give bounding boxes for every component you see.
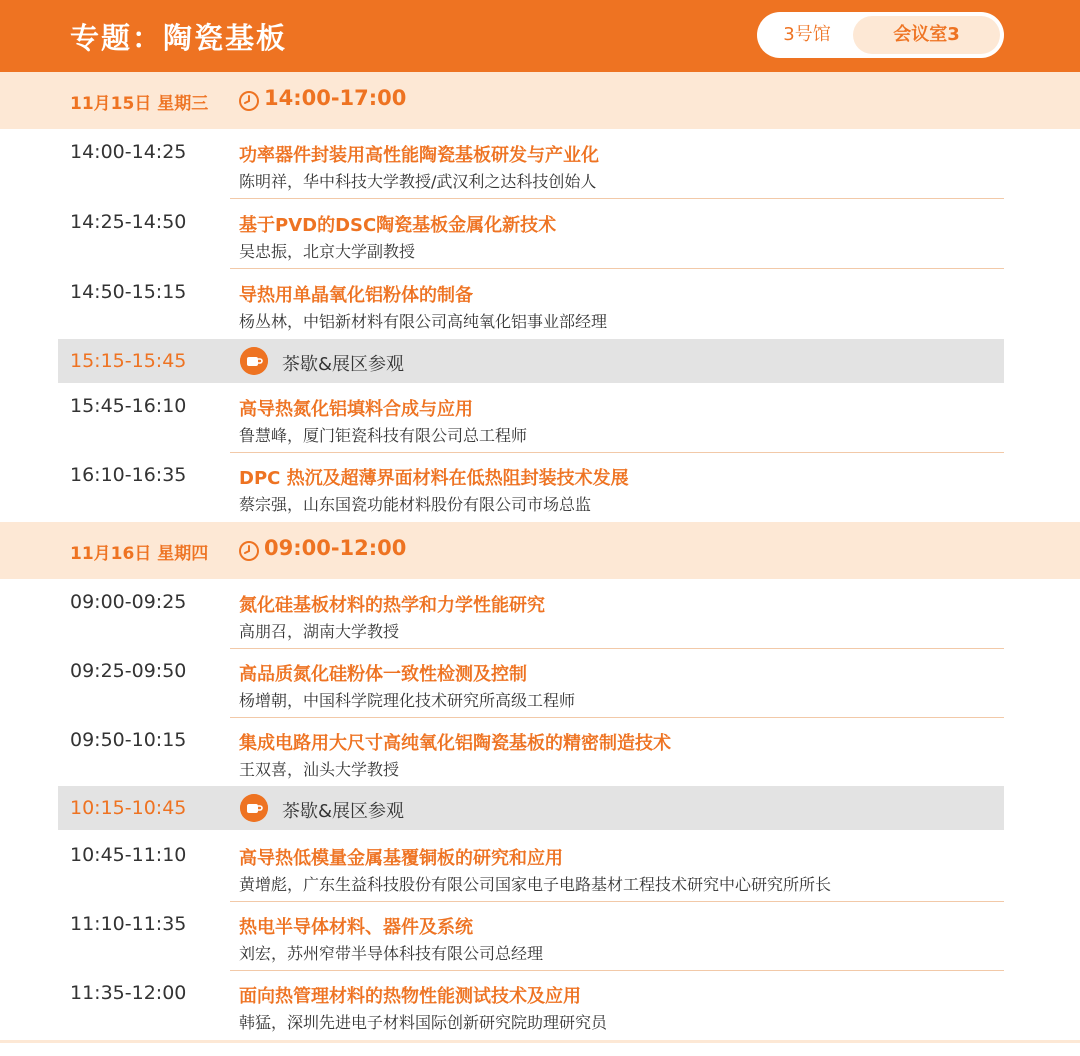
session-time: 10:45-11:10	[70, 844, 187, 866]
room-label: 会议室3	[853, 16, 1000, 54]
session-topic: 高导热氮化铝填料合成与应用	[239, 399, 473, 420]
session-topic: 高导热低模量金属基覆铜板的研究和应用	[239, 848, 563, 869]
break-row	[58, 339, 1004, 383]
coffee-cup-icon	[240, 794, 268, 822]
session-topic: 基于PVD的DSC陶瓷基板金属化新技术	[239, 215, 557, 236]
day-time-range: 14:00-17:00	[264, 86, 407, 110]
day-header	[0, 522, 1080, 579]
clock-icon	[238, 90, 260, 112]
hall-label: 3号馆	[783, 24, 831, 45]
session-row	[58, 383, 1004, 453]
header-bar	[0, 0, 1080, 72]
session-time: 15:45-16:10	[70, 395, 187, 417]
bottom-divider	[0, 1040, 1080, 1043]
session-row	[58, 970, 1004, 1040]
break-row	[58, 786, 1004, 830]
session-time: 09:25-09:50	[70, 660, 187, 682]
break-label: 茶歇&展区参观	[282, 354, 405, 375]
day-time-range: 09:00-12:00	[264, 536, 407, 560]
session-topic: 集成电路用大尺寸高纯氧化铝陶瓷基板的精密制造技术	[239, 733, 671, 754]
session-time: 14:25-14:50	[70, 211, 187, 233]
session-speaker: 鲁慧峰，厦门钜瓷科技有限公司总工程师	[239, 426, 528, 445]
session-topic: 导热用单晶氧化铝粉体的制备	[239, 285, 473, 306]
session-speaker: 高朋召，湖南大学教授	[239, 622, 400, 641]
session-time: 14:00-14:25	[70, 141, 187, 163]
session-row	[58, 452, 1004, 522]
session-topic: 氮化硅基板材料的热学和力学性能研究	[239, 595, 545, 616]
session-speaker: 王双喜，汕头大学教授	[239, 760, 400, 779]
session-row	[58, 269, 1004, 339]
session-topic: 面向热管理材料的热物性能测试技术及应用	[239, 986, 581, 1007]
break-time: 15:15-15:45	[70, 350, 187, 372]
session-speaker: 刘宏，苏州窄带半导体科技有限公司总经理	[239, 944, 544, 963]
session-topic: DPC 热沉及超薄界面材料在低热阻封装技术发展	[239, 468, 629, 489]
coffee-cup-icon	[240, 347, 268, 375]
day-header	[0, 72, 1080, 129]
session-row	[58, 129, 1004, 199]
session-time: 11:10-11:35	[70, 913, 187, 935]
session-topic: 热电半导体材料、器件及系统	[239, 917, 473, 938]
session-speaker: 韩猛，深圳先进电子材料国际创新研究院助理研究员	[239, 1013, 608, 1032]
session-row	[58, 199, 1004, 269]
session-time: 09:00-09:25	[70, 591, 187, 613]
session-speaker: 蔡宗强，山东国瓷功能材料股份有限公司市场总监	[239, 495, 592, 514]
page-title: 专题：陶瓷基板	[70, 21, 288, 55]
session-speaker: 杨增朝，中国科学院理化技术研究所高级工程师	[239, 691, 576, 710]
session-time: 09:50-10:15	[70, 729, 187, 751]
session-row	[58, 901, 1004, 971]
venue-pill	[757, 12, 1004, 58]
session-row	[58, 717, 1004, 787]
break-label: 茶歇&展区参观	[282, 801, 405, 822]
session-row	[58, 832, 1004, 902]
day-date: 11月15日 星期三	[70, 94, 209, 114]
clock-icon	[238, 540, 260, 562]
session-row	[58, 648, 1004, 718]
break-time: 10:15-10:45	[70, 797, 187, 819]
session-time: 11:35-12:00	[70, 982, 187, 1004]
session-time: 14:50-15:15	[70, 281, 187, 303]
session-time: 16:10-16:35	[70, 464, 187, 486]
session-speaker: 黄增彪，广东生益科技股份有限公司国家电子电路基材工程技术研究中心研究所所长	[239, 875, 832, 894]
session-speaker: 吴忠振，北京大学副教授	[239, 242, 416, 261]
session-speaker: 杨丛林，中铝新材料有限公司高纯氧化铝事业部经理	[239, 312, 608, 331]
session-row	[58, 579, 1004, 649]
session-speaker: 陈明祥，华中科技大学教授/武汉利之达科技创始人	[239, 172, 597, 191]
day-date: 11月16日 星期四	[70, 544, 209, 564]
session-topic: 功率器件封装用高性能陶瓷基板研发与产业化	[239, 145, 599, 166]
session-topic: 高品质氮化硅粉体一致性检测及控制	[239, 664, 527, 685]
